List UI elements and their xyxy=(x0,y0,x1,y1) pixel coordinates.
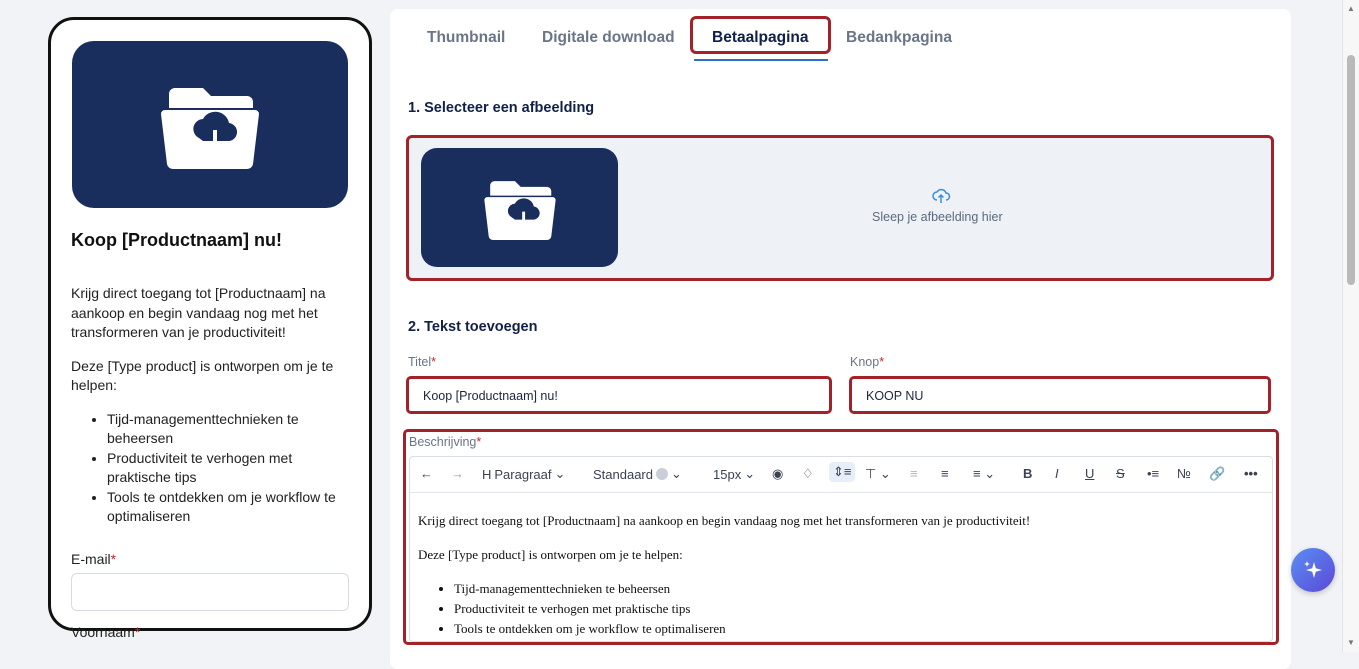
numbered-list-icon[interactable]: № xyxy=(1177,466,1191,481)
list-item: • Productiviteit te verhogen met praktische tips xyxy=(107,449,356,488)
voornaam-label: Voornaam* xyxy=(71,624,141,640)
tab-bar xyxy=(390,9,1291,67)
underline-icon[interactable]: U xyxy=(1085,466,1095,481)
preview-desc-p1: Krijg direct toegang tot [Productnaam] na aankoop en begin vandaag nog met het transformeren van je productiviteit! xyxy=(71,285,326,340)
tab-underline xyxy=(694,59,828,61)
more-icon[interactable]: ••• xyxy=(1244,466,1258,481)
outdent-icon[interactable]: ≡ xyxy=(910,466,918,481)
section-2-title: 2. Tekst toevoegen xyxy=(408,319,538,335)
scroll-down-icon[interactable]: ▼ xyxy=(1347,638,1355,647)
text-color-icon[interactable]: ◉ xyxy=(772,466,784,481)
rich-text-editor[interactable] xyxy=(409,456,1273,642)
titel-label: Titel* xyxy=(408,355,437,369)
undo-icon[interactable]: ← xyxy=(420,466,433,481)
editor-content[interactable] xyxy=(418,511,1030,639)
link-icon[interactable]: 🔗 xyxy=(1209,466,1226,481)
highlight-icon[interactable]: ♢ xyxy=(802,466,814,481)
email-label: E-mail* xyxy=(71,551,117,567)
tab-digitale-download[interactable]: Digitale download xyxy=(542,29,675,46)
list-item: • Tools te ontdekken om je workflow te optimaliseren xyxy=(454,619,1030,639)
redo-icon[interactable]: → xyxy=(451,466,464,481)
scroll-thumb[interactable] xyxy=(1347,55,1355,285)
folder-download-icon xyxy=(155,80,265,170)
editor-p1: Krijg direct toegang tot [Productnaam] na aankoop en begin vandaag nog met het transformeren van je productiviteit! xyxy=(418,513,1031,528)
titel-input[interactable]: Koop [Productnaam] nu! xyxy=(406,376,832,414)
tab-betaalpagina[interactable]: Betaalpagina xyxy=(712,29,809,46)
folder-download-icon xyxy=(480,175,560,241)
bullet-list-icon[interactable]: •≡ xyxy=(1147,466,1160,481)
preview-bullet-list xyxy=(107,410,356,527)
editor-bullet-list xyxy=(454,579,1030,639)
list-item: • Tijd-managementtechnieken te beheersen xyxy=(107,410,356,449)
list-item: • Tijd-managementtechnieken te beheersen xyxy=(454,579,1030,599)
align-icon[interactable]: ≡ ⌄ xyxy=(973,466,996,481)
preview-description xyxy=(71,284,356,527)
italic-icon[interactable]: I xyxy=(1055,466,1059,481)
checkout-preview xyxy=(48,17,372,640)
bold-icon[interactable]: B xyxy=(1023,466,1033,481)
text-format-icon[interactable]: ⊤ ⌄ xyxy=(865,466,891,481)
knop-input[interactable]: KOOP NU xyxy=(849,376,1271,414)
preview-desc-p2: Deze [Type product] is ontworpen om je te helpen: xyxy=(71,357,334,393)
dropzone-image-thumbnail[interactable] xyxy=(421,148,618,267)
preview-product-image xyxy=(72,41,348,208)
beschrijving-field xyxy=(403,429,1279,645)
editor-p2: Deze [Type product] is ontworpen om je te helpen: xyxy=(418,547,683,562)
scroll-up-icon[interactable]: ▲ xyxy=(1347,4,1355,13)
line-height-icon[interactable]: ⇕≡ xyxy=(829,462,855,482)
tab-bedankpagina[interactable]: Bedankpagina xyxy=(846,29,952,46)
list-item: • Tools te ontdekken om je workflow te optimaliseren xyxy=(107,488,356,527)
preview-title: Koop [Productnaam] nu! xyxy=(71,230,282,250)
upload-cloud-icon xyxy=(932,188,950,204)
editor-card xyxy=(390,9,1291,669)
paragraph-select[interactable]: H Paragraaf ⌄ xyxy=(482,466,566,482)
strikethrough-icon[interactable]: S xyxy=(1116,466,1125,481)
font-size-select[interactable]: 15px ⌄ xyxy=(713,466,756,482)
list-item: • Productiviteit te verhogen met praktische tips xyxy=(454,599,1030,619)
sparkle-icon xyxy=(1302,559,1324,581)
font-select[interactable]: Standaard ⌄ xyxy=(593,466,682,482)
ai-assistant-button[interactable] xyxy=(1291,548,1335,592)
email-field[interactable] xyxy=(71,573,349,611)
page-scrollbar[interactable] xyxy=(1342,0,1359,652)
section-1-title: 1. Selecteer een afbeelding xyxy=(408,100,595,116)
editor-toolbar xyxy=(410,457,1272,493)
indent-icon[interactable]: ≡ xyxy=(941,466,949,481)
tab-thumbnail[interactable]: Thumbnail xyxy=(427,29,506,46)
dropzone-text: Sleep je afbeelding hier xyxy=(872,210,1003,224)
image-dropzone[interactable] xyxy=(406,135,1274,281)
beschrijving-label: Beschrijving* xyxy=(409,435,482,449)
knop-label: Knop* xyxy=(850,355,885,369)
